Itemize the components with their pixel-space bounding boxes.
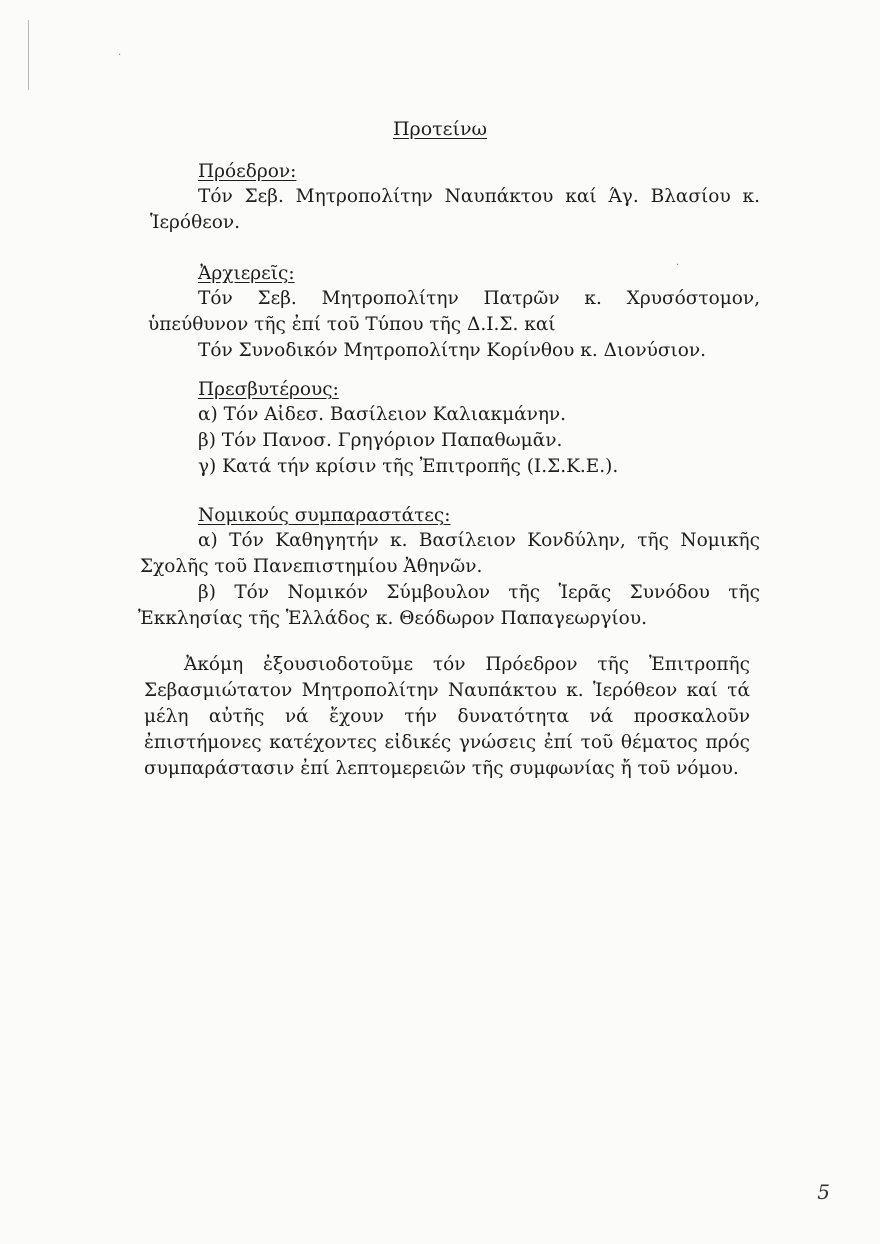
- section-label: Πρεσβυτέρους:: [198, 379, 339, 400]
- document-heading: [0, 118, 880, 140]
- list-item: α) Τόν Καθηγητήν κ. Βασίλειον Κονδύλην, τῆς Νομικῆς: [198, 530, 760, 551]
- text-line: ἐπιστήμονες κατέχοντες εἰδικές γνώσεις ἐπί τοῦ θέματος πρός: [144, 732, 750, 753]
- text-line: Ἐκκλησίας τῆς Ἑλλάδος κ. Θεόδωρον Παπαγεωργίου.: [138, 608, 647, 629]
- section-label: Ἀρχιερεῖς:: [198, 263, 295, 284]
- text-line: ὑπεύθυνον τῆς ἐπί τοῦ Τύπου τῆς Δ.Ι.Σ. καί: [148, 314, 556, 335]
- section-legal-advisors: [138, 504, 760, 632]
- text-line: μέλη αὐτῆς νά ἔχουν τήν δυνατότητα νά προσκαλοῦν: [144, 706, 750, 727]
- text-line: Τόν Σεβ. Μητροπολίτην Ναυπάκτου καί Άγ. Βλασίου κ.: [198, 186, 760, 207]
- text-line: συμπαράστασιν ἐπί λεπτομερειῶν τῆς συμφωνίας ἤ τοῦ νόμου.: [144, 758, 739, 779]
- list-item: γ) Κατά τήν κρίσιν τῆς Ἐπιτροπῆς (Ι.Σ.Κ.Ε.).: [198, 456, 619, 477]
- text-line: Ἀκόμη ἐξουσιοδοτοῦμε τόν Πρόεδρον τῆς Ἐπιτροπῆς: [184, 654, 750, 675]
- list-item: β) Τόν Νομικόν Σύμβουλον τῆς Ἱερᾶς Συνόδου τῆς: [198, 582, 760, 603]
- section-presbyters: [180, 378, 760, 480]
- text-line: Σχολῆς τοῦ Πανεπιστημίου Ἀθηνῶν.: [140, 556, 483, 577]
- section-president: [150, 160, 760, 236]
- closing-paragraph: [144, 652, 750, 782]
- text-line: Ἱερόθεον.: [150, 212, 241, 233]
- text-line: Τόν Συνοδικόν Μητροπολίτην Κορίνθου κ. Διονύσιον.: [198, 340, 706, 361]
- page-number: 5: [817, 1180, 830, 1204]
- section-label: Νομικούς συμπαραστάτες:: [198, 505, 451, 526]
- ink-speck: ·: [676, 260, 680, 271]
- scan-edge-line: [28, 20, 29, 90]
- heading-text: Προτείνω: [392, 118, 488, 140]
- list-item: β) Τόν Πανοσ. Γρηγόριον Παπαθωμᾶν.: [198, 430, 563, 451]
- ink-speck: ·: [118, 50, 122, 61]
- text-line: Σεβασμιώτατον Μητροπολίτην Ναυπάκτου κ. Ἱερόθεον καί τά: [144, 680, 750, 701]
- text-line: Τόν Σεβ. Μητροπολίτην Πατρῶν κ. Χρυσόστομον,: [198, 288, 760, 309]
- section-label: Πρόεδρον:: [198, 161, 297, 182]
- section-hierarchs: [148, 262, 760, 364]
- list-item: α) Τόν Αἰδεσ. Βασίλειον Καλιακμάνην.: [198, 404, 567, 425]
